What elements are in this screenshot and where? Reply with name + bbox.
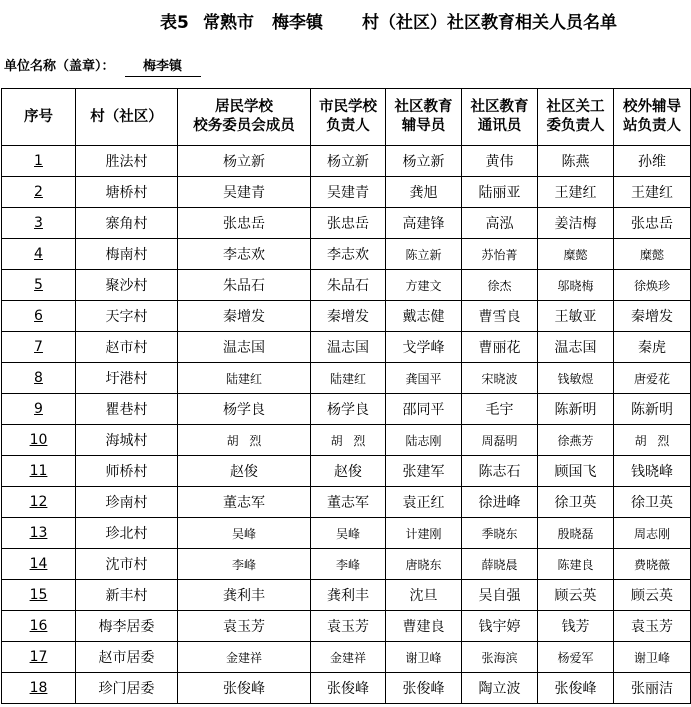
citizen-school-lead: 朱品石 (311, 270, 386, 301)
row-index[interactable]: 11 (2, 456, 76, 487)
education-tutor: 陆志刚 (386, 425, 462, 456)
village-name: 瞿巷村 (76, 394, 178, 425)
row-index[interactable]: 12 (2, 487, 76, 518)
row-index[interactable]: 18 (2, 673, 76, 704)
row-index[interactable]: 9 (2, 394, 76, 425)
header-village: 村（社区） (76, 89, 178, 146)
table-row (2, 642, 691, 673)
citizen-school-lead: 袁玉芳 (311, 611, 386, 642)
table-row (2, 394, 691, 425)
row-index[interactable]: 5 (2, 270, 76, 301)
row-index[interactable]: 2 (2, 177, 76, 208)
row-index[interactable]: 3 (2, 208, 76, 239)
education-tutor: 戴志健 (386, 301, 462, 332)
education-tutor: 张俊峰 (386, 673, 462, 704)
table-row (2, 518, 691, 549)
row-index[interactable]: 1 (2, 146, 76, 177)
citizen-school-lead: 李志欢 (311, 239, 386, 270)
education-correspondent: 曹丽花 (462, 332, 538, 363)
village-name: 聚沙村 (76, 270, 178, 301)
row-index[interactable]: 14 (2, 549, 76, 580)
committee-member: 杨学良 (178, 394, 311, 425)
table-row (2, 456, 691, 487)
outreach-station-lead: 孙维 (614, 146, 691, 177)
education-tutor: 方建文 (386, 270, 462, 301)
care-committee-lead: 顾云英 (538, 580, 614, 611)
citizen-school-lead: 秦增发 (311, 301, 386, 332)
outreach-station-lead: 周志刚 (614, 518, 691, 549)
education-correspondent: 陶立波 (462, 673, 538, 704)
care-committee-lead: 王建红 (538, 177, 614, 208)
education-tutor: 高建锋 (386, 208, 462, 239)
citizen-school-lead: 龚利丰 (311, 580, 386, 611)
education-tutor: 陈立新 (386, 239, 462, 270)
unit-name-value: 梅李镇 (125, 58, 201, 77)
outreach-station-lead: 张忠岳 (614, 208, 691, 239)
care-committee-lead: 钱芳 (538, 611, 614, 642)
outreach-station-lead: 费晓薇 (614, 549, 691, 580)
outreach-station-lead: 张丽洁 (614, 673, 691, 704)
care-committee-lead: 温志国 (538, 332, 614, 363)
header-care-committee-lead: 社区关工 委负责人 (538, 89, 614, 146)
village-name: 寨角村 (76, 208, 178, 239)
education-tutor: 袁正红 (386, 487, 462, 518)
committee-member: 吴峰 (178, 518, 311, 549)
care-committee-lead: 王敏亚 (538, 301, 614, 332)
education-correspondent: 吴自强 (462, 580, 538, 611)
education-tutor: 戈学峰 (386, 332, 462, 363)
education-tutor: 唐晓东 (386, 549, 462, 580)
row-index[interactable]: 8 (2, 363, 76, 394)
citizen-school-lead: 董志军 (311, 487, 386, 518)
header-index: 序号 (2, 89, 76, 146)
education-tutor: 张建军 (386, 456, 462, 487)
village-name: 珍北村 (76, 518, 178, 549)
care-committee-lead: 殷晓磊 (538, 518, 614, 549)
committee-member: 秦增发 (178, 301, 311, 332)
care-committee-lead: 张俊峰 (538, 673, 614, 704)
committee-member: 温志国 (178, 332, 311, 363)
outreach-station-lead: 谢卫峰 (614, 642, 691, 673)
education-correspondent: 钱宇婷 (462, 611, 538, 642)
row-index[interactable]: 16 (2, 611, 76, 642)
committee-member: 张俊峰 (178, 673, 311, 704)
citizen-school-lead: 赵俊 (311, 456, 386, 487)
care-committee-lead: 邬晓梅 (538, 270, 614, 301)
committee-member: 吴建青 (178, 177, 311, 208)
care-committee-lead: 顾国飞 (538, 456, 614, 487)
village-name: 海城村 (76, 425, 178, 456)
education-correspondent: 毛宇 (462, 394, 538, 425)
table-row (2, 363, 691, 394)
outreach-station-lead: 唐爱花 (614, 363, 691, 394)
committee-member: 龚利丰 (178, 580, 311, 611)
table-row (2, 146, 691, 177)
outreach-station-lead: 王建红 (614, 177, 691, 208)
committee-member: 陆建红 (178, 363, 311, 394)
committee-member: 赵俊 (178, 456, 311, 487)
row-index[interactable]: 6 (2, 301, 76, 332)
education-tutor: 龚国平 (386, 363, 462, 394)
outreach-station-lead: 胡烈 (614, 425, 691, 456)
unit-name-row (4, 56, 201, 78)
education-correspondent: 季晓东 (462, 518, 538, 549)
care-committee-lead: 陈燕 (538, 146, 614, 177)
title-city: 常熟市 (203, 13, 254, 33)
education-correspondent: 陆丽亚 (462, 177, 538, 208)
outreach-station-lead: 袁玉芳 (614, 611, 691, 642)
table-row (2, 270, 691, 301)
outreach-station-lead: 秦增发 (614, 301, 691, 332)
table-row (2, 549, 691, 580)
outreach-station-lead: 顾云英 (614, 580, 691, 611)
committee-member: 张忠岳 (178, 208, 311, 239)
table-row (2, 239, 691, 270)
committee-member: 金建祥 (178, 642, 311, 673)
title-town: 梅李镇 (272, 13, 323, 33)
education-correspondent: 周磊明 (462, 425, 538, 456)
citizen-school-lead: 吴峰 (311, 518, 386, 549)
row-index[interactable]: 7 (2, 332, 76, 363)
citizen-school-lead: 杨学良 (311, 394, 386, 425)
education-tutor: 沈旦 (386, 580, 462, 611)
citizen-school-lead: 温志国 (311, 332, 386, 363)
village-name: 赵市村 (76, 332, 178, 363)
committee-member: 董志军 (178, 487, 311, 518)
village-name: 塘桥村 (76, 177, 178, 208)
village-name: 圩港村 (76, 363, 178, 394)
care-committee-lead: 杨爱军 (538, 642, 614, 673)
education-tutor: 邵同平 (386, 394, 462, 425)
table-row (2, 673, 691, 704)
table-row (2, 332, 691, 363)
row-index[interactable]: 15 (2, 580, 76, 611)
header-education-tutor: 社区教育 辅导员 (386, 89, 462, 146)
outreach-station-lead: 陈新明 (614, 394, 691, 425)
village-name: 天字村 (76, 301, 178, 332)
education-correspondent: 高泓 (462, 208, 538, 239)
care-committee-lead: 徐燕芳 (538, 425, 614, 456)
committee-member: 李峰 (178, 549, 311, 580)
care-committee-lead: 姜洁梅 (538, 208, 614, 239)
committee-member: 胡烈 (178, 425, 311, 456)
citizen-school-lead: 陆建红 (311, 363, 386, 394)
education-correspondent: 宋晓波 (462, 363, 538, 394)
committee-member: 朱品石 (178, 270, 311, 301)
outreach-station-lead: 糜懿 (614, 239, 691, 270)
title-table-number: 表5 (160, 13, 189, 33)
citizen-school-lead: 李峰 (311, 549, 386, 580)
education-correspondent: 徐进峰 (462, 487, 538, 518)
table-row (2, 208, 691, 239)
education-tutor: 谢卫峰 (386, 642, 462, 673)
village-name: 胜法村 (76, 146, 178, 177)
citizen-school-lead: 胡烈 (311, 425, 386, 456)
village-name: 珍南村 (76, 487, 178, 518)
table-row (2, 177, 691, 208)
table-row (2, 487, 691, 518)
table-body (2, 146, 691, 704)
village-name: 师桥村 (76, 456, 178, 487)
village-name: 沈市村 (76, 549, 178, 580)
education-correspondent: 薛晓晨 (462, 549, 538, 580)
committee-member: 袁玉芳 (178, 611, 311, 642)
title-suffix: 村（社区）社区教育相关人员名单 (362, 13, 617, 33)
header-row (2, 89, 691, 146)
citizen-school-lead: 金建祥 (311, 642, 386, 673)
row-index[interactable]: 10 (2, 425, 76, 456)
education-correspondent: 徐杰 (462, 270, 538, 301)
table-row (2, 425, 691, 456)
header-education-correspondent: 社区教育 通讯员 (462, 89, 538, 146)
education-tutor: 龚旭 (386, 177, 462, 208)
table-row (2, 301, 691, 332)
care-committee-lead: 陈新明 (538, 394, 614, 425)
header-outreach-station-lead: 校外辅导 站负责人 (614, 89, 691, 146)
education-correspondent: 曹雪良 (462, 301, 538, 332)
education-tutor: 曹建良 (386, 611, 462, 642)
committee-member: 李志欢 (178, 239, 311, 270)
education-correspondent: 陈志石 (462, 456, 538, 487)
personnel-table (1, 88, 691, 704)
row-index[interactable]: 17 (2, 642, 76, 673)
village-name: 新丰村 (76, 580, 178, 611)
village-name: 珍门居委 (76, 673, 178, 704)
committee-member: 杨立新 (178, 146, 311, 177)
care-committee-lead: 钱敏煜 (538, 363, 614, 394)
header-citizen-school-lead: 市民学校 负责人 (311, 89, 386, 146)
village-name: 梅李居委 (76, 611, 178, 642)
citizen-school-lead: 杨立新 (311, 146, 386, 177)
table-row (2, 580, 691, 611)
education-tutor: 计建刚 (386, 518, 462, 549)
outreach-station-lead: 秦虎 (614, 332, 691, 363)
care-committee-lead: 陈建良 (538, 549, 614, 580)
document-title (0, 8, 691, 38)
citizen-school-lead: 张忠岳 (311, 208, 386, 239)
header-committee-members: 居民学校 校务委员会成员 (178, 89, 311, 146)
citizen-school-lead: 张俊峰 (311, 673, 386, 704)
care-committee-lead: 糜懿 (538, 239, 614, 270)
outreach-station-lead: 钱晓峰 (614, 456, 691, 487)
village-name: 赵市居委 (76, 642, 178, 673)
table-row (2, 611, 691, 642)
village-name: 梅南村 (76, 239, 178, 270)
education-correspondent: 张海滨 (462, 642, 538, 673)
outreach-station-lead: 徐卫英 (614, 487, 691, 518)
outreach-station-lead: 徐焕珍 (614, 270, 691, 301)
citizen-school-lead: 吴建青 (311, 177, 386, 208)
education-tutor: 杨立新 (386, 146, 462, 177)
row-index[interactable]: 4 (2, 239, 76, 270)
care-committee-lead: 徐卫英 (538, 487, 614, 518)
education-correspondent: 黄伟 (462, 146, 538, 177)
education-correspondent: 苏怡菁 (462, 239, 538, 270)
unit-name-label: 单位名称（盖章）： (4, 59, 115, 74)
row-index[interactable]: 13 (2, 518, 76, 549)
